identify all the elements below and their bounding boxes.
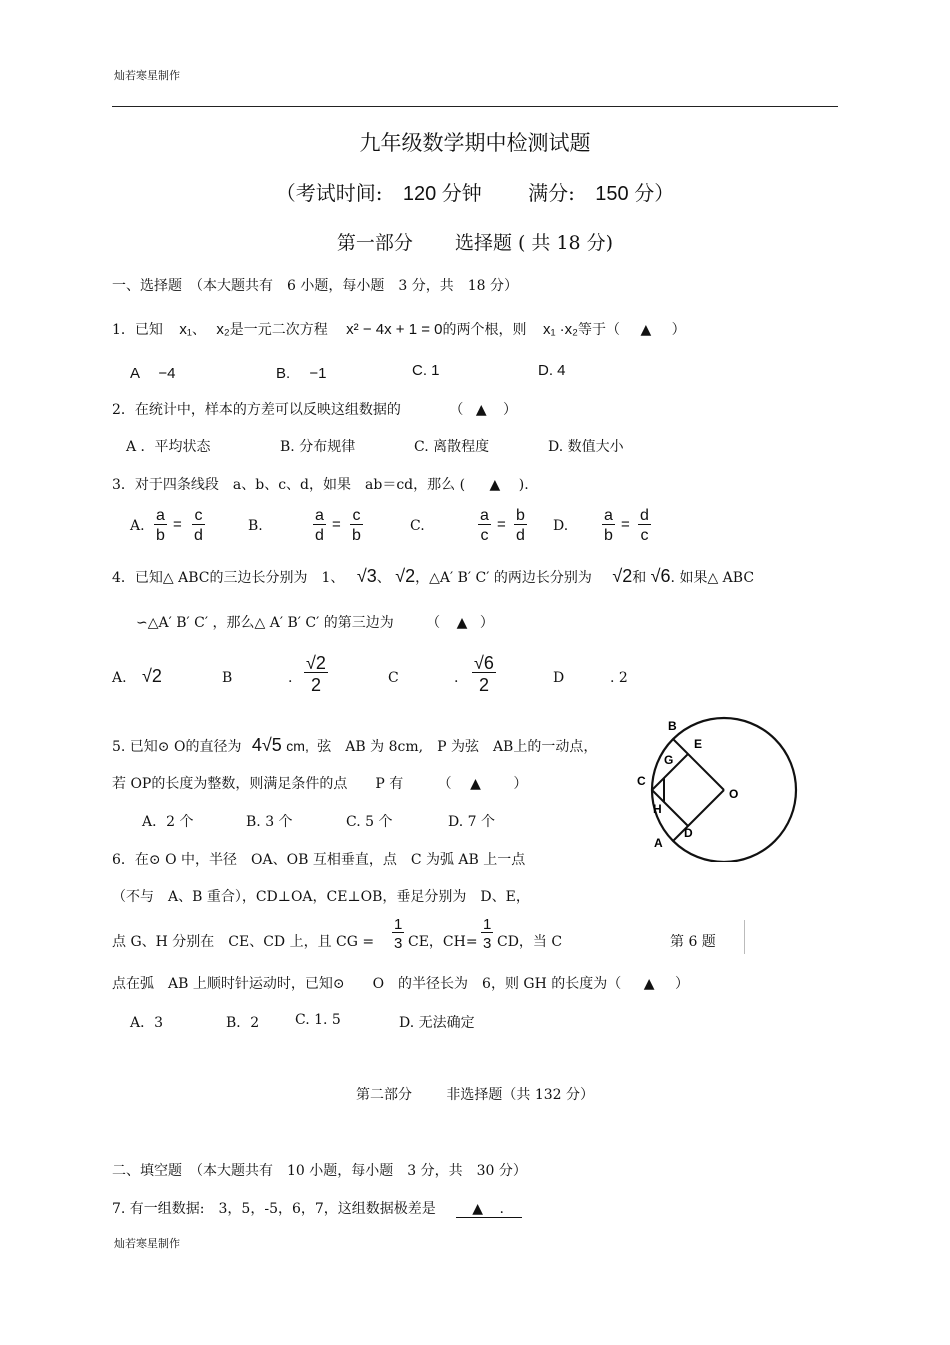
label-o: O — [729, 787, 739, 801]
q4-option-b-label: B — [222, 670, 233, 686]
q1-mid: 是一元二次方程 — [229, 322, 328, 338]
q3-option-c-left-fraction: $\frac{a}{c}$ — [480, 507, 489, 544]
q3-option-b-label: B. — [248, 518, 263, 534]
figure-caption: 第 6 题 — [670, 934, 716, 950]
q4-prefix: 4．已知△ ABC的三边长分别为 1、 — [112, 570, 345, 586]
q7-text: 7. 有一组数据: 3，5，-5，6，7，这组数据极差是 — [112, 1201, 436, 1217]
part1-heading — [0, 228, 950, 255]
q7-period: . — [499, 1201, 504, 1217]
q6-line3a: 点 G、H 分别在 CE、CD 上，且 CG = — [112, 934, 375, 950]
q5-rest: 弦 AB 为 8cm, P 为弦 AB上的一动点， — [317, 739, 598, 755]
q5-unit: cm, — [286, 738, 309, 754]
q3-option-d-equals: = — [621, 516, 630, 533]
q3-option-d-label: D. — [553, 518, 569, 534]
header-rule — [112, 106, 838, 107]
q3-option-a-label: A. — [130, 518, 145, 534]
q4-mid: ，△A′ B′ C′ 的两边长分别为 — [415, 570, 592, 586]
q2-open: （ — [449, 402, 464, 418]
question-2 — [112, 399, 517, 419]
q6-fraction-cg: $\frac{1}{3}$ — [394, 916, 403, 952]
radius-oa — [673, 790, 724, 841]
q2-option-c: C. 离散程度 — [414, 439, 490, 455]
question-4-line-2 — [136, 612, 494, 632]
q5-option-d: D. 7 个 — [448, 814, 495, 830]
q5-diameter: 4√5 — [251, 735, 282, 755]
q4-suffix: . 如果△ ABC — [670, 570, 755, 586]
q1-option-c: C. 1 — [412, 362, 440, 379]
label-g: G — [664, 753, 674, 767]
q1-close: ） — [671, 322, 686, 338]
answer-blank-triangle: ▲ — [640, 322, 652, 338]
question-3 — [112, 474, 529, 494]
part2-title: 第二部分 — [355, 1087, 412, 1103]
q4-root-2b: √2 — [612, 566, 633, 586]
q6-close: ） — [674, 976, 689, 992]
q4-root-6: √6 — [650, 566, 671, 586]
question-6-line-1: 6．在⊙ O 中，半径 OA、OB 互相垂直，点 C 为弧 AB 上一点 — [112, 852, 526, 868]
q3-close: ). — [518, 477, 529, 493]
q3-option-b-equals: = — [332, 516, 341, 533]
part2-heading — [0, 1084, 950, 1104]
page-header: 灿若寒星制作 — [114, 69, 180, 82]
question-6-line-2: （不与 A、B 重合），CD⊥OA，CE⊥OB，垂足分别为 D、E， — [112, 889, 530, 905]
part1-name: 选择题 ( 共 18 分) — [454, 232, 614, 254]
q1-product: x₁ ·x₂ — [542, 321, 578, 338]
question-6-line-3 — [112, 931, 374, 951]
q4-option-d-value: . 2 — [610, 670, 628, 686]
q3-option-b-left-fraction: $\frac{a}{d}$ — [315, 507, 324, 544]
question-7 — [112, 1198, 522, 1218]
q3-text: 3．对于四条线段 a、b、c、d，如果 ab＝cd，那么 ( — [112, 477, 466, 493]
q6-fraction-ch: $\frac{1}{3}$ — [483, 916, 492, 952]
caption-divider — [744, 920, 745, 954]
full-marks-label: 满分: — [528, 181, 575, 205]
q6-option-c: C. 1. 5 — [295, 1012, 341, 1028]
q4-option-c-dot: . — [454, 670, 459, 686]
q1-prefix: 1．已知 — [112, 322, 163, 338]
q1-equation: x² − 4x + 1 = 0 — [346, 321, 443, 338]
q5-prefix: 5. 已知⊙ O的直径为 — [112, 739, 242, 755]
q6-option-d: D. 无法确定 — [399, 1015, 475, 1031]
q4-close: ） — [479, 615, 494, 631]
label-b: B — [668, 719, 677, 733]
q3-option-c-equals: = — [497, 516, 506, 533]
q1-option-a: A −4 — [130, 365, 176, 382]
q5-open: （ — [437, 776, 452, 792]
q5-line2: 若 OP的长度为整数，则满足条件的点 P 有 — [112, 776, 404, 792]
q4-option-b-dot: . — [288, 670, 293, 686]
q4-and: 和 — [632, 570, 647, 586]
q7-answer-blank — [456, 1201, 522, 1218]
label-d: D — [684, 826, 693, 840]
q2-option-b: B. 分布规律 — [280, 439, 356, 455]
answer-blank-triangle: ▲ — [489, 477, 501, 493]
q4-open: （ — [426, 615, 441, 631]
section2-heading: 二、填空题 （本大题共有 10 小题，每小题 3 分，共 30 分） — [112, 1163, 527, 1179]
full-marks-value: 150 分） — [595, 183, 675, 205]
question-1 — [112, 319, 686, 339]
page-footer: 灿若寒星制作 — [114, 1237, 180, 1250]
exam-time-label: （考试时间: — [275, 181, 383, 205]
q3-option-b-right-fraction: $\frac{c}{b}$ — [352, 507, 361, 544]
q1-x1: x₁ — [179, 321, 192, 338]
answer-blank-triangle: ▲ — [475, 402, 487, 418]
q4-line2: ∽△A′ B′ C′ ，那么△ A′ B′ C′ 的第三边为 — [136, 615, 394, 631]
q1-suffix: 等于（ — [577, 322, 620, 338]
answer-blank-triangle: ▲ — [472, 1201, 484, 1217]
q1-mid2: 的两个根，则 — [442, 322, 527, 338]
q3-option-a-left-fraction: $\frac{a}{b}$ — [156, 507, 165, 544]
q6-line3c: CD，当 C — [497, 934, 563, 950]
q2-close: ） — [503, 402, 518, 418]
q4-option-b-fraction: $\frac{√2}{2}$ — [306, 653, 326, 695]
q4-option-a-value: √2 — [142, 666, 162, 686]
q1-option-b: B. −1 — [276, 365, 327, 382]
q6-option-b: B．2 — [226, 1015, 260, 1031]
label-h: H — [653, 802, 662, 816]
question-5-line-1 — [112, 735, 597, 756]
answer-blank-triangle: ▲ — [470, 776, 481, 792]
q4-option-c-fraction: $\frac{√6}{2}$ — [474, 653, 494, 695]
q1-sep: 、 — [191, 322, 206, 338]
q3-option-d-right-fraction: $\frac{d}{c}$ — [640, 507, 649, 544]
q2-option-a: A ．平均状态 — [126, 439, 211, 455]
q3-option-c-label: C. — [410, 518, 425, 534]
q4-root-3: √3 — [356, 566, 377, 586]
q5-option-a: A．2 个 — [142, 814, 194, 830]
exam-time-value: 120 分钟 — [402, 183, 482, 205]
q4-sep: 、 — [376, 570, 391, 586]
q3-option-c-right-fraction: $\frac{b}{d}$ — [516, 507, 525, 544]
q3-option-a-equals: = — [173, 516, 182, 533]
q6-line4: 点在弧 AB 上顺时针运动时，已知⊙ O 的半径长为 6，则 GH 的长度为（ — [112, 976, 622, 992]
question-6-line-4 — [112, 973, 689, 993]
q6-option-a: A．3 — [130, 1015, 164, 1031]
label-c: C — [637, 774, 646, 788]
q5-option-c: C. 5 个 — [346, 814, 393, 830]
exam-title: 九年级数学期中检测试题 — [359, 131, 591, 155]
section1-heading: 一、选择题 （本大题共有 6 小题，每小题 3 分，共 18 分） — [112, 278, 518, 294]
q3-option-d-left-fraction: $\frac{a}{b}$ — [604, 507, 613, 544]
question-4-line-1 — [112, 566, 754, 587]
q4-option-a-label: A. — [112, 670, 127, 686]
q4-option-d-label: D — [553, 670, 565, 686]
exam-subtitle — [0, 177, 950, 206]
question-5-line-2 — [112, 773, 527, 793]
label-a: A — [654, 836, 663, 850]
answer-blank-triangle: ▲ — [456, 615, 468, 631]
q6-line3b: CE，CH= — [408, 934, 478, 950]
q3-option-a-right-fraction: $\frac{c}{d}$ — [194, 507, 203, 544]
q1-option-d: D. 4 — [538, 362, 566, 379]
q5-close: ） — [513, 776, 528, 792]
q2-option-d: D. 数值大小 — [548, 439, 624, 455]
circle-geometry-figure — [630, 712, 810, 862]
q2-text: 2．在统计中，样本的方差可以反映这组数据的 — [112, 402, 401, 418]
answer-blank-triangle: ▲ — [643, 976, 655, 992]
part2-name: 非选择题（共 132 分） — [446, 1087, 595, 1103]
q5-option-b: B. 3 个 — [246, 814, 293, 830]
q4-option-c-label: C — [388, 670, 399, 686]
q4-root-2: √2 — [395, 566, 416, 586]
part1-title: 第一部分 — [336, 232, 413, 254]
label-e: E — [694, 737, 703, 751]
q1-x2: x₂ — [216, 321, 230, 338]
